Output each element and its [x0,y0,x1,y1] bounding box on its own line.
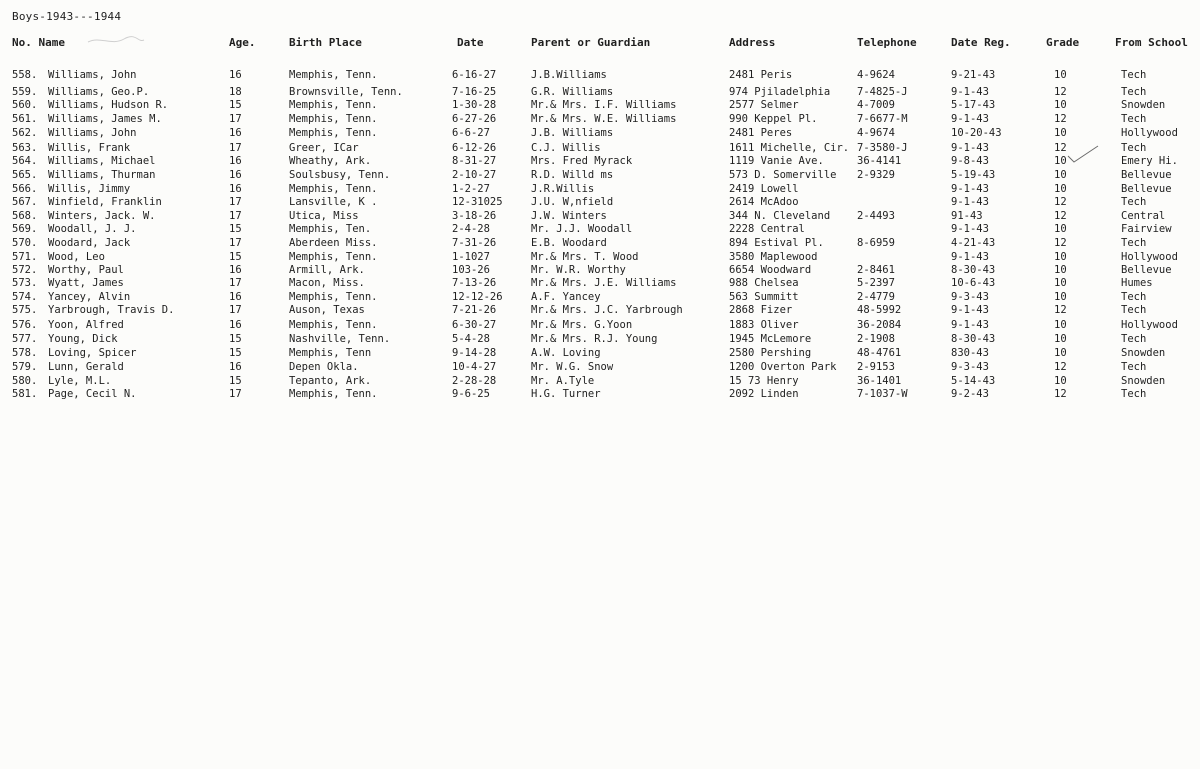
date-reg-cell: 9-1-43 [951,183,989,195]
row-number: 558. [12,69,38,81]
birth-date-cell: 6-16-27 [452,69,497,81]
date-reg-cell: 9-3-43 [951,361,989,373]
header-address: Address [729,36,776,49]
grade-cell: 12 [1054,196,1067,208]
address-cell: 990 Keppel Pl. [729,113,818,125]
age-cell: 17 [229,237,242,249]
birth-place-cell: Macon, Miss. [289,277,365,289]
age-cell: 17 [229,210,242,222]
from-school-cell: Humes [1121,277,1153,289]
student-name: Woodall, J. J. [48,223,137,235]
date-reg-cell: 9-3-43 [951,291,989,303]
pencil-mark-decoration [86,34,146,48]
birth-place-cell: Memphis, Tenn. [289,99,378,111]
address-cell: 1200 Overton Park [729,361,837,373]
birth-date-cell: 6-30-27 [452,319,497,331]
birth-place-cell: Lansville, K . [289,196,378,208]
birth-place-cell: Greer, ICar [289,142,359,154]
address-cell: 2228 Central [729,223,805,235]
telephone-cell: 2-4493 [857,210,895,222]
student-name: Williams, Hudson R. [48,99,169,111]
from-school-cell: Tech [1121,361,1147,373]
date-reg-cell: 10-6-43 [951,277,996,289]
student-name: Young, Dick [48,333,118,345]
row-number: 577. [12,333,38,345]
age-cell: 15 [229,333,242,345]
student-name: Willis, Frank [48,142,131,154]
parent-cell: Mr. W.G. Snow [531,361,614,373]
telephone-cell: 2-8461 [857,264,895,276]
row-number: 570. [12,237,38,249]
birth-date-cell: 6-12-26 [452,142,497,154]
address-cell: 2577 Selmer [729,99,799,111]
grade-cell: 10 [1054,291,1067,303]
telephone-cell: 36-2084 [857,319,902,331]
row-number: 578. [12,347,38,359]
age-cell: 17 [229,304,242,316]
row-number: 568. [12,210,38,222]
row-number: 565. [12,169,38,181]
row-number: 575. [12,304,38,316]
age-cell: 15 [229,99,242,111]
birth-date-cell: 1-2-27 [452,183,490,195]
header-no-name: No. Name [12,36,65,49]
grade-cell: 12 [1054,388,1067,400]
document-title: Boys-1943---1944 [12,10,122,23]
table-row [0,303,1200,317]
address-cell: 2580 Pershing [729,347,812,359]
birth-place-cell: Memphis, Tenn. [289,319,378,331]
student-name: Williams, Michael [48,155,156,167]
parent-cell: Mr.& Mrs. R.J. Young [531,333,658,345]
birth-date-cell: 1-1027 [452,251,490,263]
date-reg-cell: 9-1-43 [951,113,989,125]
row-number: 573. [12,277,38,289]
birth-place-cell: Tepanto, Ark. [289,375,372,387]
address-cell: 1883 Oliver [729,319,799,331]
table-row [0,112,1200,126]
table-row [0,250,1200,264]
address-cell: 988 Chelsea [729,277,799,289]
birth-place-cell: Depen Okla. [289,361,359,373]
telephone-cell: 5-2397 [857,277,895,289]
grade-cell: 12 [1054,361,1067,373]
parent-cell: H.G. Turner [531,388,601,400]
parent-cell: Mr.& Mrs. W.E. Williams [531,113,677,125]
birth-date-cell: 2-4-28 [452,223,490,235]
age-cell: 16 [229,361,242,373]
parent-cell: J.U. W,nfield [531,196,614,208]
birth-date-cell: 6-6-27 [452,127,490,139]
grade-cell: 10 [1054,223,1067,235]
student-name: Lyle, M.L. [48,375,112,387]
age-cell: 15 [229,347,242,359]
parent-cell: A.F. Yancey [531,291,601,303]
student-name: Williams, James M. [48,113,162,125]
parent-cell: A.W. Loving [531,347,601,359]
student-name: Loving, Spicer [48,347,137,359]
grade-cell: 12 [1054,113,1067,125]
address-cell: 1119 Vanie Ave. [729,155,824,167]
birth-date-cell: 6-27-26 [452,113,497,125]
date-reg-cell: 830-43 [951,347,989,359]
telephone-cell: 2-9329 [857,169,895,181]
telephone-cell: 8-6959 [857,237,895,249]
address-cell: 15 73 Henry [729,375,799,387]
header-age: Age. [229,36,256,49]
header-parent: Parent or Guardian [531,36,651,49]
parent-cell: Mr. W.R. Worthy [531,264,626,276]
table-row [0,387,1200,401]
birth-place-cell: Brownsville, Tenn. [289,86,403,98]
birth-place-cell: Auson, Texas [289,304,365,316]
address-cell: 2092 Linden [729,388,799,400]
birth-place-cell: Nashville, Tenn. [289,333,391,345]
parent-cell: Mr.& Mrs. T. Wood [531,251,639,263]
parent-cell: C.J. Willis [531,142,601,154]
table-row [0,209,1200,223]
address-cell: 1611 Michelle, Cir. [729,142,850,154]
parent-cell: G.R. Williams [531,86,614,98]
grade-cell: 10 [1054,347,1067,359]
age-cell: 17 [229,277,242,289]
table-row [0,360,1200,374]
from-school-cell: Hollywood [1121,319,1178,331]
parent-cell: Mr.& Mrs. I.F. Williams [531,99,677,111]
table-row [0,346,1200,360]
from-school-cell: Tech [1121,86,1147,98]
telephone-cell: 7-6677-M [857,113,908,125]
from-school-cell: Bellevue [1121,264,1172,276]
header-telephone: Telephone [857,36,917,49]
row-number: 569. [12,223,38,235]
header-date-reg: Date Reg. [951,36,1011,49]
from-school-cell: Snowden [1121,347,1166,359]
date-reg-cell: 8-30-43 [951,333,996,345]
telephone-cell: 48-5992 [857,304,902,316]
age-cell: 16 [229,183,242,195]
birth-place-cell: Memphis, Tenn [289,347,372,359]
table-row [0,222,1200,236]
telephone-cell: 7-3580-J [857,142,908,154]
birth-place-cell: Aberdeen Miss. [289,237,378,249]
table-row [0,182,1200,196]
row-number: 581. [12,388,38,400]
address-cell: 6654 Woodward [729,264,812,276]
address-cell: 2868 Fizer [729,304,793,316]
telephone-cell: 7-1037-W [857,388,908,400]
age-cell: 16 [229,127,242,139]
age-cell: 16 [229,169,242,181]
table-row [0,154,1200,168]
birth-place-cell: Memphis, Tenn. [289,69,378,81]
age-cell: 16 [229,155,242,167]
row-number: 563. [12,142,38,154]
age-cell: 16 [229,69,242,81]
table-row [0,98,1200,112]
address-cell: 1945 McLemore [729,333,812,345]
address-cell: 2614 McAdoo [729,196,799,208]
from-school-cell: Tech [1121,237,1147,249]
date-reg-cell: 5-19-43 [951,169,996,181]
telephone-cell: 36-4141 [857,155,902,167]
address-cell: 573 D. Somerville [729,169,837,181]
grade-cell: 12 [1054,237,1067,249]
grade-cell: 10 [1054,319,1067,331]
age-cell: 15 [229,375,242,387]
table-row [0,68,1200,82]
date-reg-cell: 9-1-43 [951,86,989,98]
address-cell: 974 Pjiladelphia [729,86,831,98]
birth-date-cell: 2-28-28 [452,375,497,387]
birth-date-cell: 9-14-28 [452,347,497,359]
birth-place-cell: Memphis, Tenn. [289,388,378,400]
student-name: Winters, Jack. W. [48,210,156,222]
from-school-cell: Central [1121,210,1166,222]
birth-place-cell: Soulsbusy, Tenn. [289,169,391,181]
from-school-cell: Hollywood [1121,127,1178,139]
grade-cell: 10 [1054,127,1067,139]
row-number: 560. [12,99,38,111]
student-name: Williams, Thurman [48,169,156,181]
age-cell: 17 [229,142,242,154]
table-row [0,141,1200,155]
telephone-cell: 2-9153 [857,361,895,373]
grade-cell: 10 [1054,264,1067,276]
grade-cell: 10 [1054,183,1067,195]
age-cell: 18 [229,86,242,98]
student-name: Lunn, Gerald [48,361,124,373]
from-school-cell: Bellevue [1121,183,1172,195]
parent-cell: E.B. Woodard [531,237,607,249]
parent-cell: J.R.Willis [531,183,595,195]
age-cell: 17 [229,388,242,400]
from-school-cell: Tech [1121,333,1147,345]
parent-cell: Mrs. Fred Myrack [531,155,633,167]
birth-date-cell: 5-4-28 [452,333,490,345]
date-reg-cell: 9-1-43 [951,304,989,316]
parent-cell: J.B. Williams [531,127,614,139]
age-cell: 17 [229,196,242,208]
student-name: Woodard, Jack [48,237,131,249]
parent-cell: J.B.Williams [531,69,607,81]
birth-place-cell: Memphis, Tenn. [289,127,378,139]
from-school-cell: Snowden [1121,375,1166,387]
birth-date-cell: 7-16-25 [452,86,497,98]
row-number: 579. [12,361,38,373]
from-school-cell: Tech [1121,388,1147,400]
age-cell: 15 [229,223,242,235]
grade-cell: 10 [1054,69,1067,81]
student-name: Wyatt, James [48,277,124,289]
age-cell: 16 [229,319,242,331]
row-number: 566. [12,183,38,195]
student-name: Williams, John [48,69,137,81]
table-row [0,168,1200,182]
birth-date-cell: 12-31025 [452,196,503,208]
student-name: Wood, Leo [48,251,105,263]
birth-date-cell: 10-4-27 [452,361,497,373]
address-cell: 894 Estival Pl. [729,237,824,249]
student-name: Williams, Geo.P. [48,86,150,98]
table-row [0,276,1200,290]
address-cell: 563 Summitt [729,291,799,303]
birth-date-cell: 103-26 [452,264,490,276]
birth-place-cell: Memphis, Tenn. [289,291,378,303]
date-reg-cell: 5-17-43 [951,99,996,111]
telephone-cell: 2-1908 [857,333,895,345]
header-date: Date [457,36,484,49]
date-reg-cell: 9-1-43 [951,319,989,331]
telephone-cell: 7-4825-J [857,86,908,98]
date-reg-cell: 4-21-43 [951,237,996,249]
date-reg-cell: 9-21-43 [951,69,996,81]
birth-date-cell: 2-10-27 [452,169,497,181]
from-school-cell: Tech [1121,196,1147,208]
header-from-school: From School [1115,36,1188,49]
student-name: Winfield, Franklin [48,196,162,208]
from-school-cell: Tech [1121,69,1147,81]
from-school-cell: Bellevue [1121,169,1172,181]
address-cell: 344 N. Cleveland [729,210,831,222]
table-row [0,290,1200,304]
date-reg-cell: 5-14-43 [951,375,996,387]
table-row [0,263,1200,277]
age-cell: 17 [229,113,242,125]
row-number: 576. [12,319,38,331]
parent-cell: Mr.& Mrs. J.E. Williams [531,277,677,289]
address-cell: 3580 Maplewood [729,251,818,263]
from-school-cell: Snowden [1121,99,1166,111]
from-school-cell: Tech [1121,113,1147,125]
grade-cell: 10 [1054,251,1067,263]
birth-date-cell: 7-31-26 [452,237,497,249]
grade-cell: 10 [1054,277,1067,289]
row-number: 559. [12,86,38,98]
birth-date-cell: 12-12-26 [452,291,503,303]
from-school-cell: Tech [1121,291,1147,303]
row-number: 572. [12,264,38,276]
birth-date-cell: 9-6-25 [452,388,490,400]
grade-cell: 10 [1054,155,1067,167]
from-school-cell: Fairview [1121,223,1172,235]
from-school-cell: Emery Hi. [1121,155,1178,167]
birth-date-cell: 1-30-28 [452,99,497,111]
birth-date-cell: 3-18-26 [452,210,497,222]
row-number: 580. [12,375,38,387]
date-reg-cell: 9-1-43 [951,196,989,208]
student-name: Yarbrough, Travis D. [48,304,175,316]
row-number: 564. [12,155,38,167]
table-row [0,85,1200,99]
birth-place-cell: Memphis, Ten. [289,223,372,235]
birth-place-cell: Wheathy, Ark. [289,155,372,167]
birth-place-cell: Utica, Miss [289,210,359,222]
table-row [0,318,1200,332]
row-number: 562. [12,127,38,139]
grade-cell: 10 [1054,333,1067,345]
from-school-cell: Tech [1121,304,1147,316]
row-number: 574. [12,291,38,303]
grade-cell: 12 [1054,86,1067,98]
birth-place-cell: Memphis, Tenn. [289,251,378,263]
row-number: 567. [12,196,38,208]
student-name: Williams, John [48,127,137,139]
student-name: Worthy, Paul [48,264,124,276]
table-row [0,236,1200,250]
table-row [0,374,1200,388]
date-reg-cell: 9-2-43 [951,388,989,400]
address-cell: 2481 Peris [729,69,793,81]
telephone-cell: 4-9674 [857,127,895,139]
birth-place-cell: Armill, Ark. [289,264,365,276]
header-birth-place: Birth Place [289,36,362,49]
birth-place-cell: Memphis, Tenn. [289,113,378,125]
parent-cell: Mr.& Mrs. J.C. Yarbrough [531,304,683,316]
date-reg-cell: 9-8-43 [951,155,989,167]
table-row [0,195,1200,209]
row-number: 571. [12,251,38,263]
date-reg-cell: 10-20-43 [951,127,1002,139]
birth-place-cell: Memphis, Tenn. [289,183,378,195]
age-cell: 15 [229,251,242,263]
grade-cell: 12 [1054,142,1067,154]
birth-date-cell: 8-31-27 [452,155,497,167]
grade-cell: 10 [1054,99,1067,111]
from-school-cell: Hollywood [1121,251,1178,263]
birth-date-cell: 7-21-26 [452,304,497,316]
grade-cell: 10 [1054,375,1067,387]
parent-cell: R.D. Willd ms [531,169,614,181]
grade-cell: 12 [1054,304,1067,316]
date-reg-cell: 9-1-43 [951,223,989,235]
header-grade: Grade [1046,36,1080,49]
student-name: Page, Cecil N. [48,388,137,400]
telephone-cell: 48-4761 [857,347,902,359]
row-number: 561. [12,113,38,125]
parent-cell: Mr. J.J. Woodall [531,223,633,235]
table-row [0,332,1200,346]
age-cell: 16 [229,264,242,276]
student-name: Yancey, Alvin [48,291,131,303]
telephone-cell: 2-4779 [857,291,895,303]
date-reg-cell: 8-30-43 [951,264,996,276]
telephone-cell: 36-1401 [857,375,902,387]
table-row [0,126,1200,140]
parent-cell: Mr.& Mrs. G.Yoon [531,319,633,331]
age-cell: 16 [229,291,242,303]
date-reg-cell: 9-1-43 [951,251,989,263]
date-reg-cell: 91-43 [951,210,983,222]
telephone-cell: 4-7009 [857,99,895,111]
parent-cell: Mr. A.Tyle [531,375,595,387]
date-reg-cell: 9-1-43 [951,142,989,154]
from-school-cell: Tech [1121,142,1147,154]
student-name: Willis, Jimmy [48,183,131,195]
address-cell: 2419 Lowell [729,183,799,195]
telephone-cell: 4-9624 [857,69,895,81]
grade-cell: 10 [1054,169,1067,181]
address-cell: 2481 Peres [729,127,793,139]
student-name: Yoon, Alfred [48,319,124,331]
grade-cell: 12 [1054,210,1067,222]
parent-cell: J.W. Winters [531,210,607,222]
birth-date-cell: 7-13-26 [452,277,497,289]
